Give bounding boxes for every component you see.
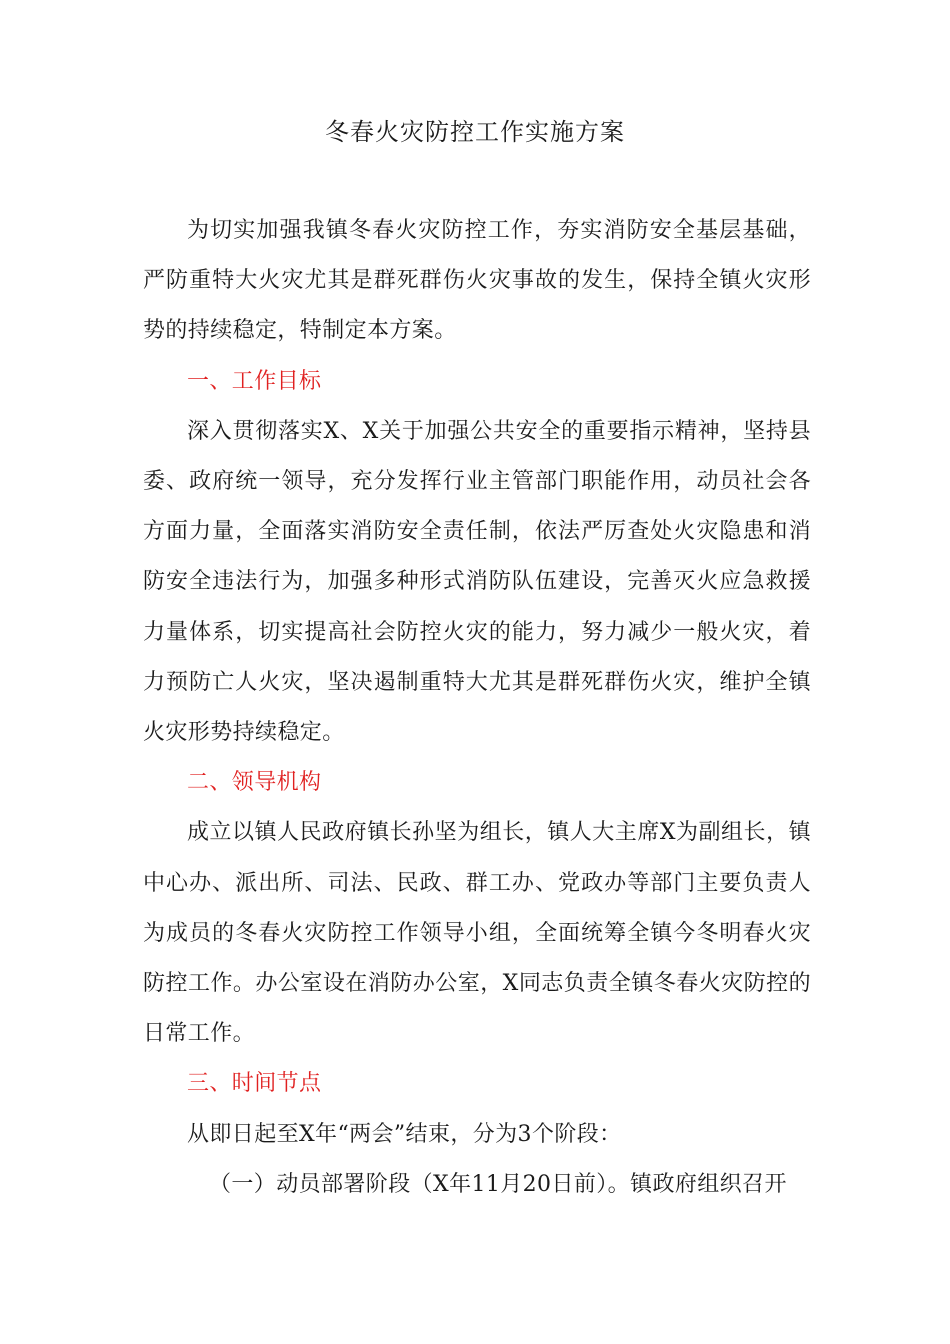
intro-paragraph: 为切实加强我镇冬春火灾防控工作，夯实消防安全基层基础，严防重特大火灾尤其是群死群伤火灾事故的发生，保持全镇火灾形势的持续稳定，特制定本方案。 bbox=[143, 218, 811, 344]
section-heading-goals: 一、工作目标 bbox=[187, 368, 322, 394]
section-paragraph-timeline: 从即日起至X年“两会”结束，分为3个阶段： bbox=[187, 1121, 622, 1147]
section-paragraph-leadership: 成立以镇人民政府镇长孙坚为组长，镇人大主席X为副组长，镇中心办、派出所、司法、民政、群工办、党政办等部门主要负责人为成员的冬春火灾防控工作领导小组，全面统筹全镇今冬明春火灾防控工作。办公室设在消防办公室，X同志负责全镇冬春火灾防控的日常工作。 bbox=[143, 820, 811, 1047]
stage-one-line: （一）动员部署阶段（X年11月20日前）。镇政府组织召开 bbox=[209, 1171, 787, 1197]
section-heading-timeline: 三、时间节点 bbox=[187, 1071, 322, 1097]
section-paragraph-goals: 深入贯彻落实X、X关于加强公共安全的重要指示精神，坚持县委、政府统一领导，充分发挥行业主管部门职能作用，动员社会各方面力量，全面落实消防安全责任制，依法严厉查处火灾隐患和消防安全违法行为，加强多种形式消防队伍建设，完善灭火应急救援力量体系，切实提高社会防控火灾的能力，努力减少一般火灾，着力预防亡人火灾，坚决遏制重特大尤其是群死群伤火灾，维护全镇火灾形势持续稳定。 bbox=[143, 418, 811, 746]
section-heading-leadership: 二、领导机构 bbox=[187, 770, 322, 796]
document-title: 冬春火灾防控工作实施方案 bbox=[325, 118, 625, 146]
document-body bbox=[143, 206, 811, 1210]
